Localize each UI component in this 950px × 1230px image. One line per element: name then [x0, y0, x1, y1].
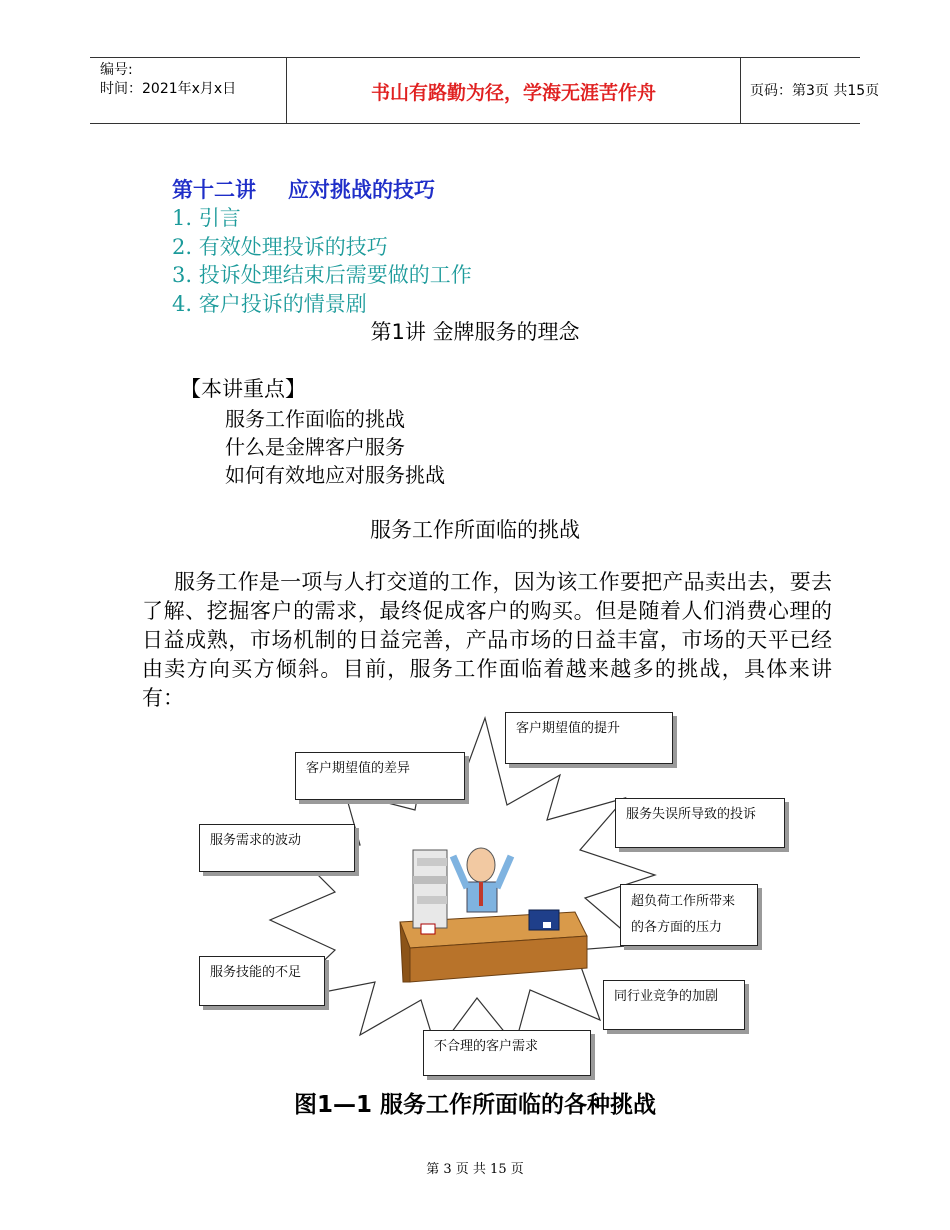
page-footer: 第 3 页 共 15 页	[426, 1162, 524, 1177]
lecture-title: 第1讲 金牌服务的理念	[370, 320, 580, 344]
header-left-cell	[90, 58, 286, 123]
toc-item: 2. 有效处理投诉的技巧	[172, 235, 388, 259]
focus-item: 什么是金牌客户服务	[225, 435, 405, 459]
challenge-box: 服务失误所导致的投诉	[615, 798, 785, 848]
challenge-box: 不合理的客户需求	[423, 1030, 591, 1076]
focus-item: 服务工作面临的挑战	[225, 407, 405, 431]
header-center-cell	[286, 58, 741, 123]
challenges-diagram	[185, 700, 785, 1090]
toc-item: 1. 引言	[172, 206, 241, 230]
toc-title	[172, 174, 435, 204]
page-number-label: 页码：第3页 共15页	[750, 83, 880, 99]
challenge-box: 超负荷工作所带来的各方面的压力	[620, 884, 758, 946]
challenge-box: 客户期望值的差异	[295, 752, 465, 800]
toc-item: 3. 投诉处理结束后需要做的工作	[172, 263, 472, 287]
header-right-cell	[740, 58, 880, 123]
time-label: 时间：2021年x月x日	[100, 81, 237, 97]
toc-title-number: 第十二讲	[172, 178, 256, 202]
body-paragraph-text: 服务工作是一项与人打交道的工作，因为该工作要把产品卖出去，要去了解、挖掘客户的需求，最终促成客户的购买。但是随着人们消费心理的日益成熟，市场机制的日益完善，产品市场的日益丰富，市场的天平已经由卖方向买方倾斜。目前，服务工作面临着越来越多的挑战，具体来讲有：	[142, 570, 832, 710]
header-motto: 书山有路勤为径，学海无涯苦作舟	[370, 82, 656, 104]
toc-title-text: 应对挑战的技巧	[288, 178, 435, 202]
focus-heading: 【本讲重点】	[180, 377, 306, 401]
page-header	[90, 57, 880, 124]
challenge-box: 服务技能的不足	[199, 956, 325, 1006]
number-label: 编号:	[100, 62, 133, 78]
challenge-box: 客户期望值的提升	[505, 712, 673, 764]
figure-caption: 图1—1 服务工作所面临的各种挑战	[293, 1092, 656, 1118]
folder-illustration	[529, 910, 559, 930]
paper-stack-illustration	[413, 850, 447, 934]
challenge-box: 服务需求的波动	[199, 824, 355, 872]
challenge-box: 同行业竞争的加剧	[603, 980, 745, 1030]
body-paragraph	[142, 568, 832, 713]
section-title: 服务工作所面临的挑战	[370, 518, 580, 542]
toc-item: 4. 客户投诉的情景剧	[172, 292, 367, 316]
focus-item: 如何有效地应对服务挑战	[225, 463, 445, 487]
